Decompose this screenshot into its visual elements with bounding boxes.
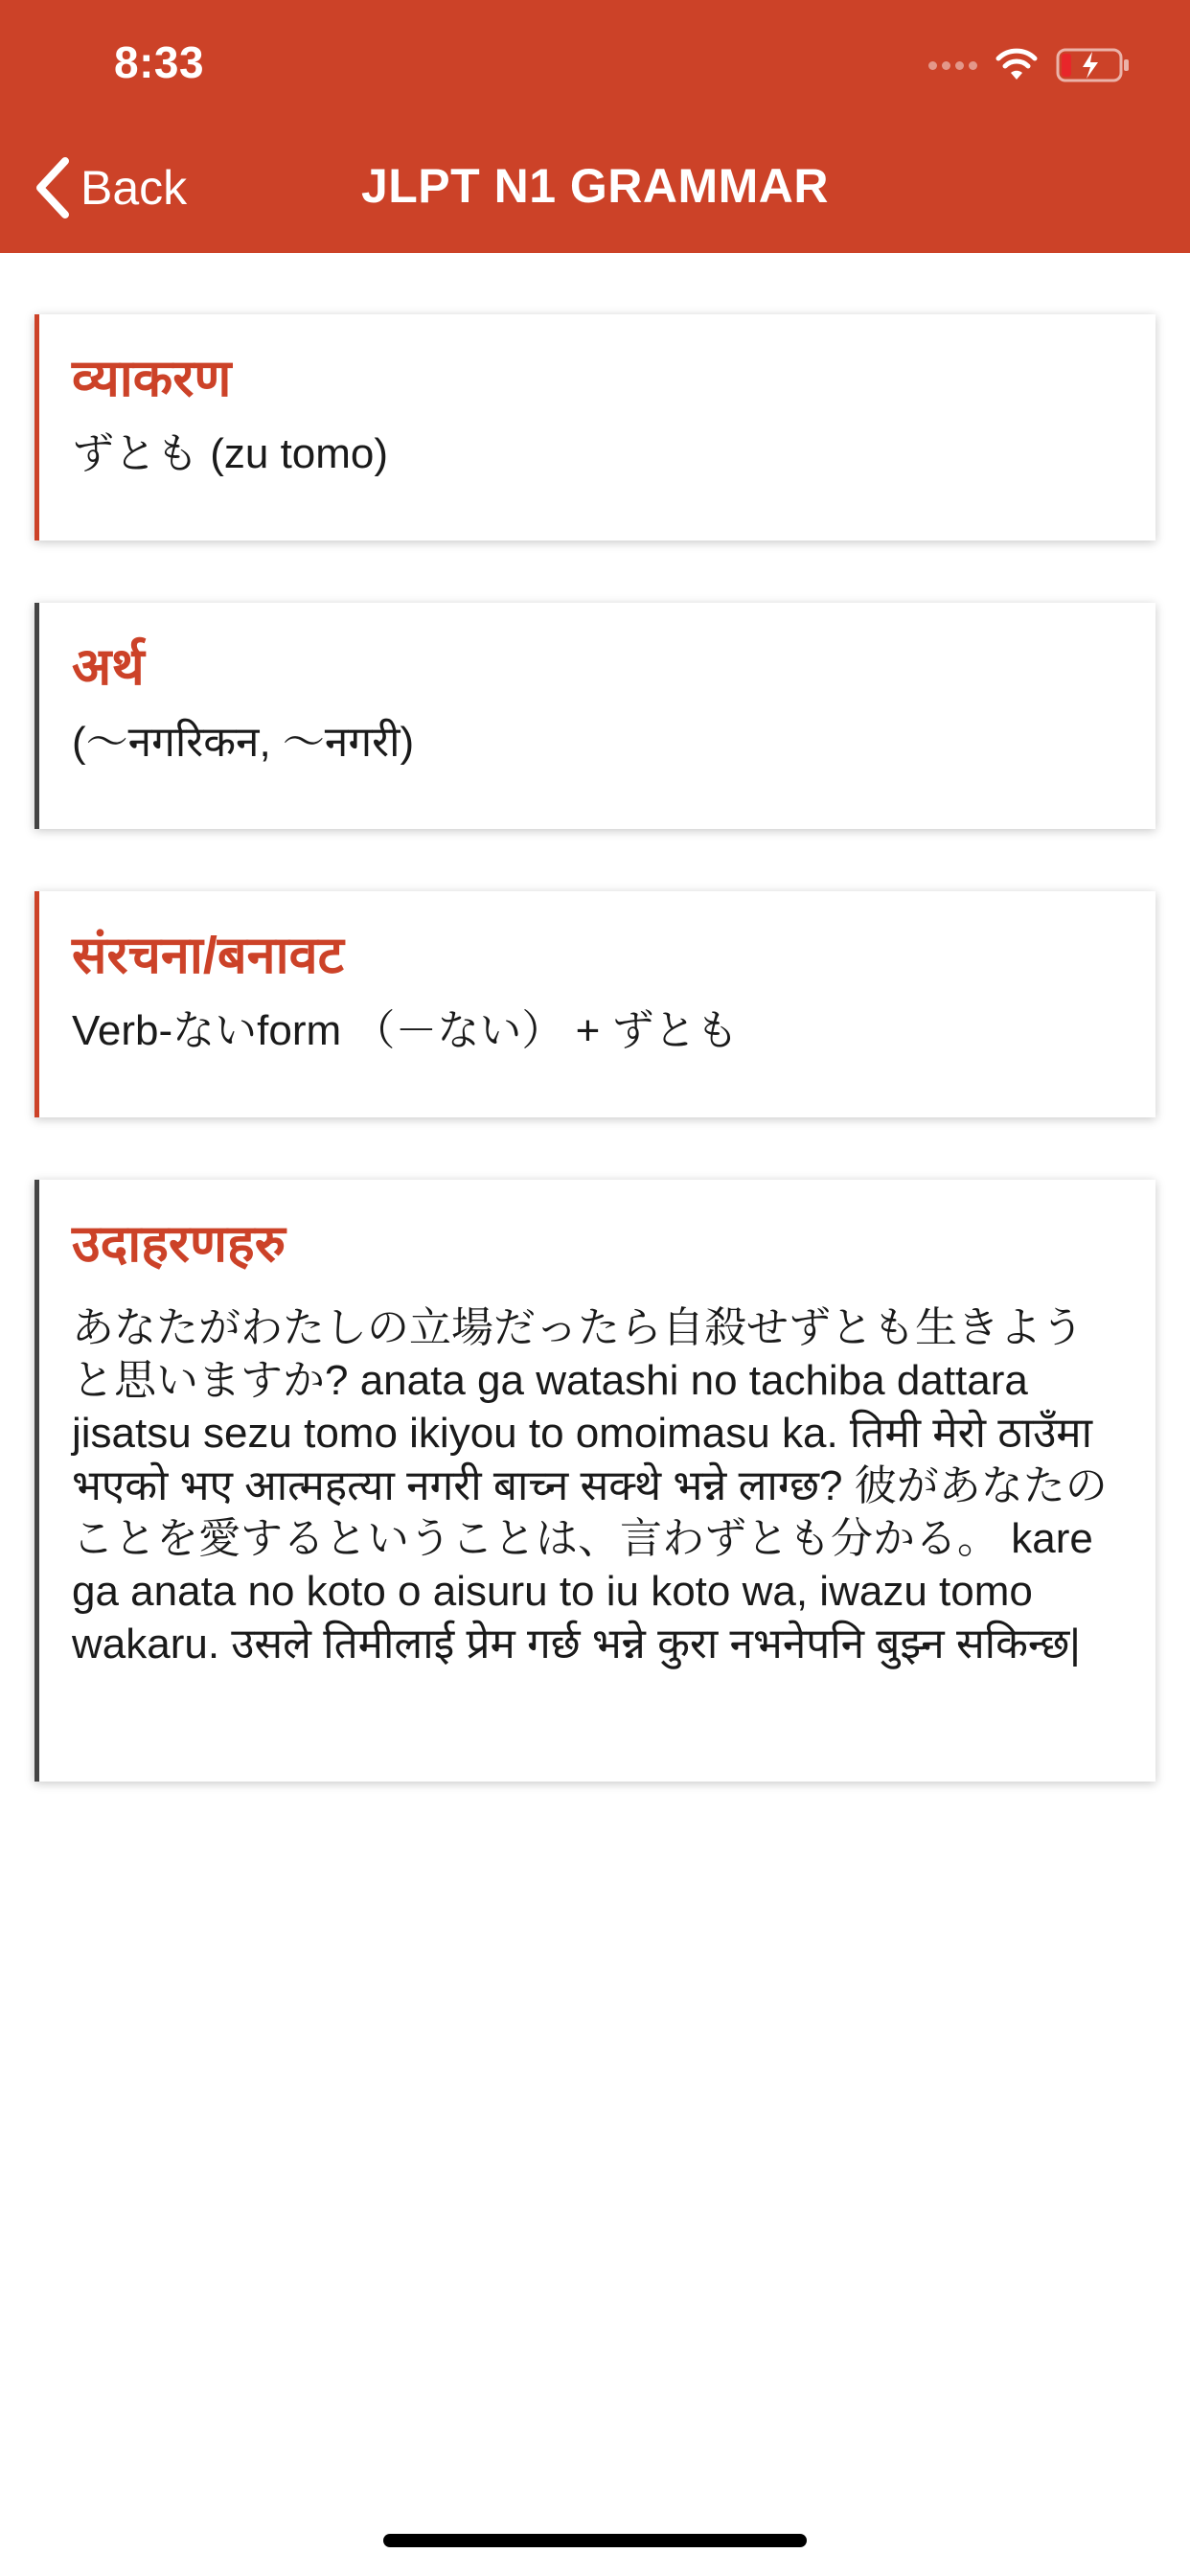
page-title: JLPT N1 GRAMMAR — [360, 159, 830, 213]
status-time: 8:33 — [114, 37, 205, 87]
battery-charging-icon — [1056, 46, 1131, 84]
grammar-heading: व्याकरण — [72, 350, 232, 407]
signal-dots-icon — [928, 61, 977, 70]
structure-heading: संरचना/बनावट — [72, 927, 344, 984]
meaning-heading: अर्थ — [72, 638, 145, 696]
structure-card — [34, 891, 1156, 1117]
examples-heading: उदाहरणहरु — [72, 1215, 286, 1273]
meaning-card — [34, 603, 1156, 829]
app-header — [0, 0, 1190, 253]
grammar-text: ずとも (zu tomo) — [72, 430, 389, 478]
examples-card — [34, 1180, 1156, 1782]
structure-text: Verb-ないform （－ない） + ずとも — [72, 1007, 739, 1055]
meaning-text: (～नगरिकन, ～नगरी) — [72, 719, 415, 767]
status-icons — [928, 42, 1131, 88]
home-indicator[interactable] — [383, 2534, 807, 2547]
wifi-icon — [995, 48, 1039, 82]
grammar-card — [34, 314, 1156, 540]
back-label: Back — [80, 161, 188, 215]
examples-text: あなたがわたしの立場だったら自殺せずとも生きようと思いますか? anata ga watashi no tachiba dattara jisatsu sezu tomo ikiyou to omoimasu ka. तिमी मेरो ठाउँमा भएको भए आत्महत्या नगरी बाच्न सक्थे भन्ने लाग्छ? 彼があなたのことを愛するということは、言わずとも分かる。 kare ga anata no koto o aisuru to iu koto wa, iwazu tomo wakaru. उसले तिमीलाई प्रेम गर्छ भन्ने कुरा नभनेपनि बुझ्न सकिन्छ| — [72, 1304, 1108, 1668]
